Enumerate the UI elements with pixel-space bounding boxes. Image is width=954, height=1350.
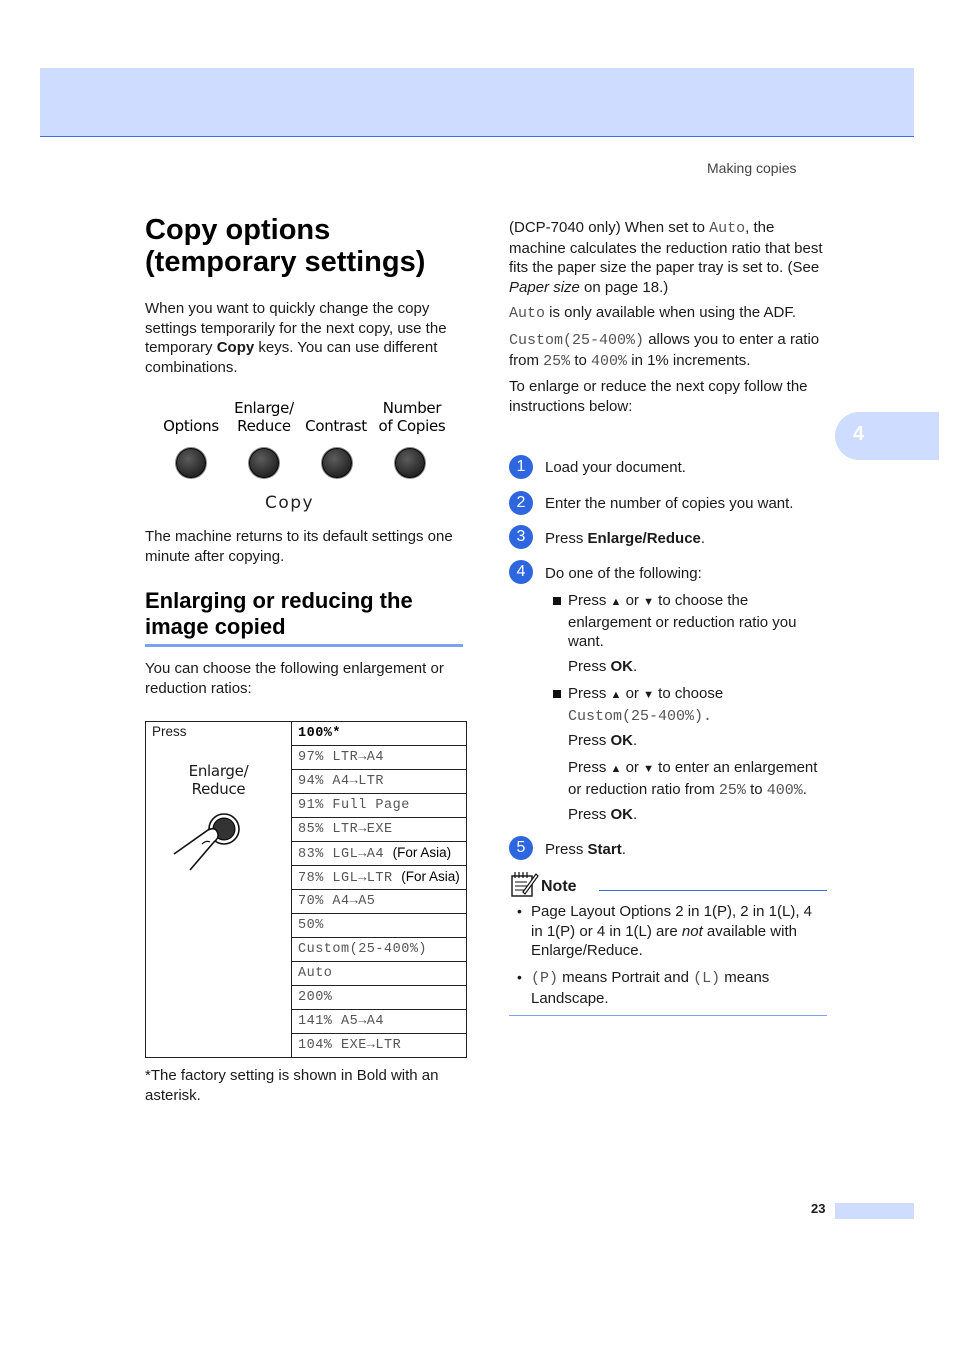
note-item-2-b: means Landscape. [531, 969, 770, 1007]
note-rule [599, 890, 827, 891]
ratio-option-9 [292, 938, 467, 962]
down-arrow-icon: ▼ [643, 596, 654, 608]
ratio-option-region-note: (For Asia) [392, 845, 452, 860]
step-3-text-a: Press [545, 530, 588, 547]
page-title-line2: (temporary settings) [145, 246, 426, 278]
press-ok-2-a: Press [568, 732, 611, 749]
step-4-number: 4 [509, 560, 533, 584]
note-item-1 [531, 902, 827, 961]
step-2-text: Enter the number of copies you want. [545, 495, 794, 512]
ratio-option-3 [292, 794, 467, 818]
sub1-rest: to choose the enlargement or reduction ratio you want. [568, 592, 797, 650]
step-5-text [545, 840, 626, 860]
press-ok-3-ok: OK [610, 806, 634, 823]
sub-option-1 [568, 591, 828, 652]
intro-copy-bold: Copy [216, 339, 255, 356]
table-footnote: *The factory setting is shown in Bold with an asterisk. [145, 1067, 439, 1104]
enlarge-reduce-key-button [249, 448, 279, 478]
ratio-option-value: 141% A5→A4 [298, 1014, 385, 1029]
auto-code: Auto [709, 220, 746, 237]
chapter-number: 4 [853, 423, 865, 445]
number-key-label-line1: Number [382, 399, 442, 417]
sub1-press: Press [568, 592, 607, 609]
copy-group-label: Copy [265, 493, 315, 513]
step-5-text-b: . [621, 841, 626, 858]
press-ok-2-b: . [633, 732, 638, 749]
paper-size-ref: Paper size [509, 278, 580, 296]
number-key-label [375, 399, 449, 435]
ratio-option-value: 83% LGL→A4 [298, 847, 385, 862]
sub3-max: 400% [766, 781, 803, 799]
note-item-2-p: (P) [531, 970, 559, 987]
enlarge-reduce-label [146, 762, 291, 798]
step-1-number: 1 [509, 455, 533, 479]
sub-option-2-enter [568, 758, 828, 800]
sub3-press: Press [568, 759, 607, 776]
enlarge-key-label-line2: Reduce [237, 417, 291, 435]
footer-bar [835, 1203, 914, 1219]
press-ok-2 [568, 731, 828, 751]
sub3-end: . [802, 780, 807, 798]
step-1-text: Load your document. [545, 459, 686, 476]
step-2-number: 2 [509, 491, 533, 515]
press-ok-3-b: . [633, 806, 638, 823]
custom-code: Custom(25-400%) [509, 332, 645, 349]
custom-min: 25% [543, 352, 571, 370]
step-3-number: 3 [509, 525, 533, 549]
custom-max: 400% [591, 352, 628, 370]
note-item-2 [531, 968, 827, 1008]
default-settings-note: The machine returns to its default settings one minute after copying. [145, 528, 453, 565]
sub2-press: Press [568, 685, 607, 702]
step-3-text-b: . [700, 530, 706, 547]
page-number: 23 [811, 1201, 826, 1216]
enlarge-reduce-label-line1: Enlarge/ [188, 762, 249, 780]
ratio-table [145, 721, 467, 1058]
press-ok-1-a: Press [568, 658, 611, 675]
finger-pressing-button-icon [172, 808, 252, 872]
note-item-1-b: available with Enlarge/Reduce. [531, 922, 797, 959]
ratio-option-0: 100%* [292, 722, 467, 746]
ratio-option-value: Custom(25-400%) [298, 942, 428, 957]
auto-adf-code: Auto [509, 305, 546, 322]
ratio-option-2 [292, 770, 467, 794]
ratio-option-value: 104% EXE→LTR [298, 1038, 402, 1053]
custom-text-a: allows you to enter a ratio from [509, 331, 820, 369]
ratio-option-value: 85% LTR→EXE [298, 822, 393, 837]
step-3-bold: Enlarge/Reduce [587, 530, 701, 547]
contrast-key-button [322, 448, 352, 478]
options-key-button [176, 448, 206, 478]
sub3-to: to [745, 780, 767, 798]
ratio-option-1 [292, 746, 467, 770]
note-bullet: • [517, 969, 522, 985]
note-bottom-rule [509, 1015, 827, 1016]
step-4-text: Do one of the following: [545, 565, 702, 582]
ratio-option-value: 97% LTR→A4 [298, 750, 385, 765]
down-arrow-icon: ▼ [643, 689, 654, 701]
note-item-2-a: means Portrait and [558, 969, 694, 986]
press-label: Press [152, 724, 187, 739]
ratio-option-5 [292, 842, 467, 866]
press-ok-3-a: Press [568, 806, 611, 823]
auto-adf-text: is only available when using the ADF. [545, 304, 796, 321]
press-ok-1-b: . [633, 658, 638, 675]
note-item-1-italic: not [681, 922, 703, 940]
ratio-intro: You can choose the following enlargement or reduction ratios: [145, 660, 444, 697]
ratio-option-12 [292, 1010, 467, 1034]
ratio-option-13 [292, 1034, 467, 1058]
down-arrow-icon: ▼ [643, 763, 654, 775]
press-ok-1 [568, 657, 828, 677]
sub-option-2 [568, 684, 828, 726]
auto-paragraph [509, 218, 827, 297]
enlarge-key-label [228, 399, 300, 435]
ratio-option-8 [292, 914, 467, 938]
sub3-rest: to enter an enlargement or reduction ratio from [568, 759, 818, 798]
ratio-option-6 [292, 866, 467, 890]
intro-paragraph [145, 299, 465, 377]
intro-text-b: keys. You can use different combinations. [145, 339, 438, 376]
bullet-marker [553, 597, 561, 605]
sub1-or: or [621, 592, 644, 609]
ratio-option-value: 94% A4→LTR [298, 774, 385, 789]
auto-text-a: (DCP-7040 only) When set to [509, 219, 710, 236]
ratio-option-10 [292, 962, 467, 986]
ratio-option-7 [292, 890, 467, 914]
page-title-line1: Copy options [145, 214, 331, 246]
note-item-1-a: Page Layout Options 2 in 1(P), 2 in 1(L), 4 in 1(P) or 4 in 1(L) are [531, 903, 812, 940]
table-row [146, 722, 467, 746]
note-item-2-l: (L) [693, 970, 721, 987]
up-arrow-icon: ▲ [610, 763, 622, 775]
chapter-tab [835, 412, 939, 460]
page-title [145, 214, 475, 278]
ratio-option-value: 91% Full Page [298, 798, 410, 813]
options-key-label: Options [163, 417, 219, 435]
step-3-text [545, 529, 705, 549]
up-arrow-icon: ▲ [610, 689, 622, 701]
ratio-option-value: 50% [298, 918, 324, 933]
running-header: Making copies [707, 160, 797, 176]
sub2-rest: to choose [653, 685, 724, 702]
note-title: Note [541, 878, 577, 895]
header-banner [40, 68, 914, 137]
copy-keys-panel [150, 395, 460, 515]
note-bullet: • [517, 903, 522, 919]
ratio-option-value: Auto [298, 966, 333, 981]
sub3-or: or [621, 759, 644, 776]
step-5-text-a: Press [545, 841, 588, 858]
section-heading [145, 588, 463, 647]
sub3-min: 25% [718, 781, 746, 799]
section-heading-line1: Enlarging or reducing the [145, 588, 413, 613]
sub2-or: or [621, 685, 644, 702]
ratio-option-11 [292, 986, 467, 1010]
ratio-option-region-note: (For Asia) [401, 869, 460, 884]
section-heading-line2: image copied [145, 614, 286, 639]
enlarge-key-label-line1: Enlarge/ [234, 399, 294, 417]
number-key-label-line2: of Copies [378, 417, 446, 435]
up-arrow-icon: ▲ [610, 596, 622, 608]
press-ok-3 [568, 805, 828, 825]
enlarge-reduce-label-line2: Reduce [191, 780, 246, 798]
ratio-option-value: 78% LGL→LTR [298, 871, 393, 886]
auto-text-c: on page 18.) [579, 278, 669, 296]
custom-text-b: in 1% increments. [627, 351, 751, 369]
intro-text-a: When you want to quickly change the copy settings temporarily for the next copy, use the temporary [145, 300, 447, 356]
bullet-marker [553, 690, 561, 698]
ratio-option-value: 70% A4→A5 [298, 894, 376, 909]
ratio-option-4 [292, 818, 467, 842]
press-cell [146, 722, 292, 1058]
auto-adf-paragraph [509, 303, 827, 324]
sub2-code: Custom(25-400%). [568, 707, 713, 725]
custom-to: to [570, 351, 592, 369]
number-of-copies-key-button [395, 448, 425, 478]
step-5-bold: Start [587, 841, 622, 858]
auto-text-b: , the machine calculates the reduction ratio that best fits the paper size the paper tray is set to. (See [509, 219, 823, 276]
step-5-number: 5 [509, 836, 533, 860]
note-pad-icon [509, 870, 539, 898]
custom-paragraph [509, 330, 827, 371]
ratio-option-value: 200% [298, 990, 333, 1005]
follow-paragraph: To enlarge or reduce the next copy follow the instructions below: [509, 378, 808, 415]
contrast-key-label: Contrast [305, 417, 367, 435]
press-ok-2-ok: OK [610, 732, 634, 749]
press-ok-1-ok: OK [610, 658, 634, 675]
